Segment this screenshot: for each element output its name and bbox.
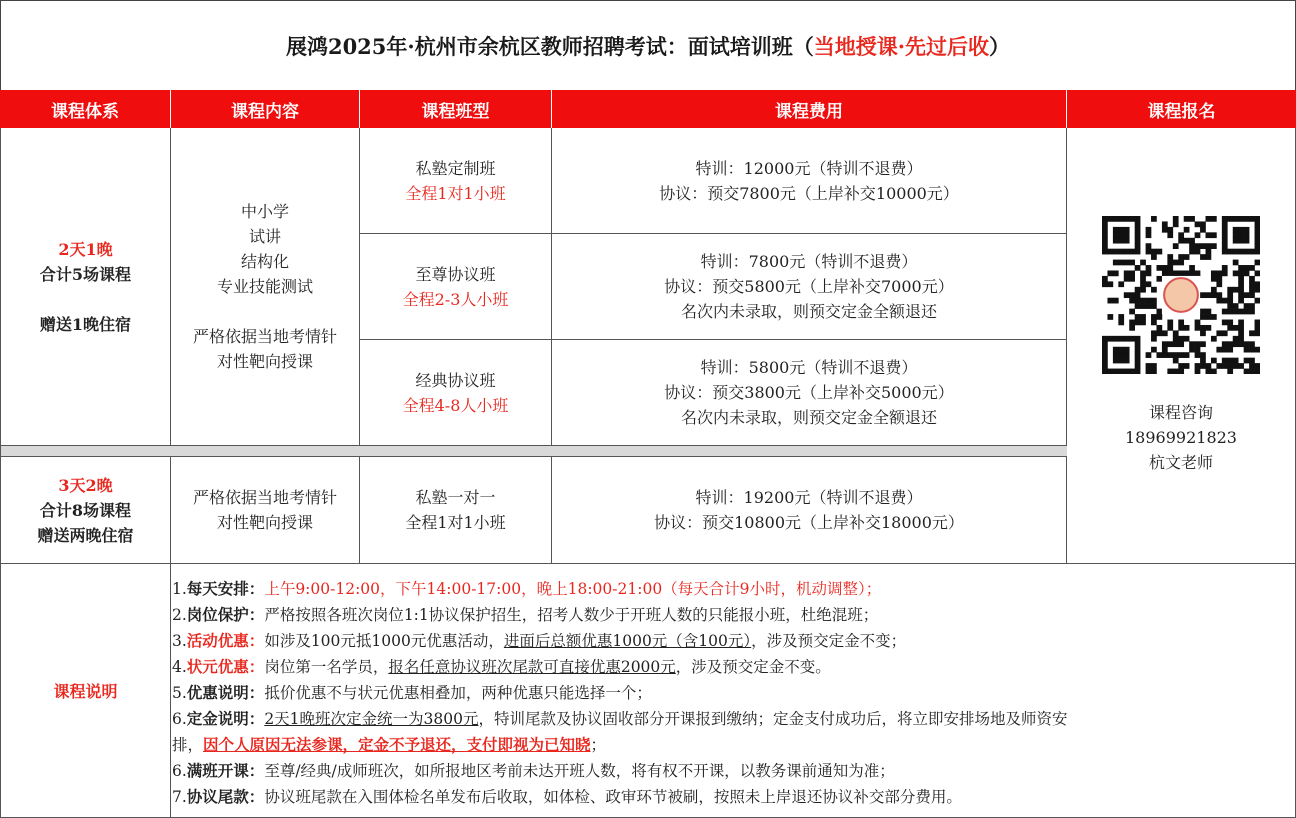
content-line: 专业技能测试 <box>216 277 313 296</box>
note-item: 2.岗位保护：严格按照各班次岗位1:1协议保护招生，招考人数少于开班人数的只能报小班，杜绝混班； <box>172 605 879 624</box>
class-name: 至尊协议班 <box>415 264 496 284</box>
fee-line: 特训：19200元（特训不退费） <box>695 488 923 507</box>
class-size: 全程1对1小班 <box>405 183 506 203</box>
fee-line: 协议：预交7800元（上岸补交10000元） <box>659 183 959 203</box>
signup-label: 课程咨询 <box>1148 403 1213 422</box>
note-item: 6.定金说明：2天1晚班次定金统一为3800元，特训尾款及协议固收部分开课报到缴纳；定金支付成功后，将立即安排场地及师资安 排，因个人原因无法参课，定金不予退还，支付即视为已知晓； <box>172 709 1068 754</box>
class-size: 全程4-8人小班 <box>402 395 509 415</box>
group2-duration: 3天2晚 <box>58 475 113 495</box>
signup-cell <box>1067 128 1296 564</box>
fee-line: 名次内未录取，则预交定金全额退还 <box>680 302 937 321</box>
title-highlight: 当地授课·先过后收 <box>813 33 990 59</box>
note-item: 3.活动优惠：如涉及100元抵1000元优惠活动，进面后总额优惠1000元（含100元），涉及预交定金不变； <box>172 631 907 650</box>
group1-duration: 2天1晚 <box>58 239 113 259</box>
content-line: 结构化 <box>240 252 289 271</box>
header-class: 课程班型 <box>360 90 552 128</box>
group2-sessions: 合计8场课程 <box>39 500 132 520</box>
fee-line: 协议：预交5800元（上岸补交7000元） <box>664 277 954 296</box>
header-signup: 课程报名 <box>1067 90 1296 128</box>
content-line: 中小学 <box>240 202 289 221</box>
group2-content <box>171 457 360 564</box>
group1-sessions: 合计5场课程 <box>39 264 132 284</box>
note-item: 1.每天安排：上午9:00-12:00，下午14:00-17:00，晚上18:00-21:00（每天合计9小时，机动调整）； <box>172 579 882 598</box>
fee-line: 特训：5800元（特训不退费） <box>700 358 918 377</box>
group1-lodging: 赠送1晚住宿 <box>39 314 132 334</box>
class-row <box>360 128 552 234</box>
class-size: 全程1对1小班 <box>405 513 506 532</box>
class-size: 全程2-3人小班 <box>402 289 509 309</box>
content-line: 试讲 <box>248 227 281 246</box>
fee-line: 协议：预交3800元（上岸补交5000元） <box>664 383 954 402</box>
class-name: 私塾定制班 <box>415 158 496 178</box>
note-item: 7.协议尾款：协议班尾款在入围体检名单发布后收取，如体检、政审环节被刷，按照未上岸退还协议补交部分费用。 <box>172 787 962 806</box>
note-item: 6.满班开课：至尊/经典/成师班次，如所报地区考前未达开班人数，将有权不开课，以教务课前通知为准； <box>172 761 895 780</box>
content-note: 对性靶向授课 <box>216 352 313 371</box>
content-note: 严格依据当地考情针 <box>192 327 337 346</box>
signup-phone: 18969921823 <box>1125 428 1237 447</box>
signup-teacher: 杭文老师 <box>1148 453 1213 472</box>
note-item: 5.优惠说明：抵价优惠不与状元优惠相叠加，两种优惠只能选择一个； <box>172 683 652 702</box>
fee-row <box>552 128 1067 234</box>
class-row <box>360 234 552 340</box>
fee-row <box>552 457 1067 564</box>
class-name: 私塾一对一 <box>415 488 496 507</box>
fee-line: 特训：7800元（特训不退费） <box>700 252 918 271</box>
fee-row <box>552 340 1067 446</box>
group1-system <box>0 128 171 446</box>
fee-line: 协议：预交10800元（上岸补交18000元） <box>654 513 964 532</box>
avatar-icon <box>1164 278 1198 312</box>
note-item: 4.状元优惠：岗位第一名学员，报名任意协议班次尾款可直接优惠2000元，涉及预交定金不变。 <box>172 657 831 676</box>
class-name: 经典协议班 <box>415 370 496 390</box>
header-system: 课程体系 <box>0 90 171 128</box>
group2-system <box>0 457 171 564</box>
group1-content <box>171 128 360 446</box>
fee-line: 名次内未录取，则预交定金全额退还 <box>680 408 937 427</box>
header-content: 课程内容 <box>171 90 360 128</box>
notes-label-cell <box>0 564 171 818</box>
class-row <box>360 457 552 564</box>
fee-line: 特训：12000元（特训不退费） <box>695 158 923 178</box>
notes-label: 课程说明 <box>53 681 118 701</box>
fee-row <box>552 234 1067 340</box>
group2-lodging: 赠送两晚住宿 <box>37 525 134 545</box>
notes-list <box>172 576 1294 810</box>
content-note: 严格依据当地考情针 <box>192 488 337 507</box>
content-note: 对性靶向授课 <box>216 513 313 532</box>
page-title <box>0 0 1296 90</box>
class-row <box>360 340 552 446</box>
header-fee: 课程费用 <box>552 90 1067 128</box>
title-end: ） <box>989 33 1011 59</box>
title-main: 展鸿2025年·杭州市余杭区教师招聘考试：面试培训班（ <box>285 33 814 59</box>
row-separator <box>0 446 1067 457</box>
qr-code[interactable] <box>1102 216 1260 374</box>
